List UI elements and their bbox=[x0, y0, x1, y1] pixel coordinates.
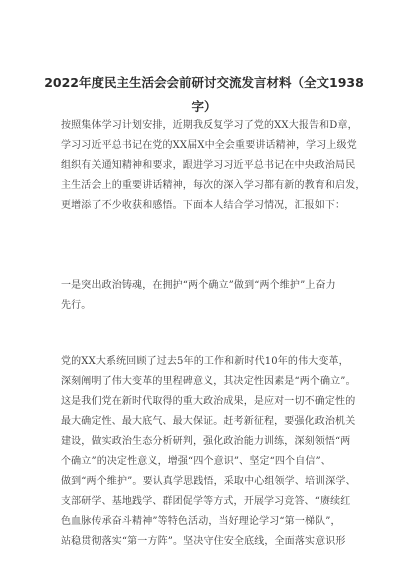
text-line: 深刻阐明了伟大变革的里程碑意义，其决定性因素是“两个确立”。 bbox=[61, 376, 356, 387]
text-line: 更增添了不少收获和感悟。下面本人结合学习情况，汇报如下： bbox=[61, 200, 346, 211]
text-line: 个确立”的决定性意义，增强“四个意识”、坚定“四个自信”、 bbox=[61, 456, 331, 467]
text-line: 主生活会上的重要讲话精神，每次的深入学习都有新的教育和启发， bbox=[61, 180, 366, 191]
document-title-line-1: 2022年度民主生活会会前研讨交流发言材料（全文1938 bbox=[44, 75, 364, 90]
text-line: 建设，做实政治生态分析研判，强化政治能力训练，深刻领悟“两 bbox=[61, 436, 351, 447]
text-line: 先行。 bbox=[61, 300, 92, 311]
text-line: 最大确定性、最大底气、最大保证。赶考新征程，要强化政治机关 bbox=[61, 416, 356, 427]
paragraph-point-one bbox=[61, 276, 361, 316]
document-title-line-2: 字） bbox=[191, 99, 217, 114]
paragraph-intro bbox=[61, 116, 366, 216]
text-line: 学习习近平总书记在党的XX届X中全会重要讲话精神，学习上级党 bbox=[61, 140, 357, 151]
text-line: 组织有关通知精神和要求，跟进学习习近平总书记在中央政治局民 bbox=[61, 160, 356, 171]
text-line: 支部研学、基地践学、群团促学等方式，开展学习竞答、“赓续红 bbox=[61, 496, 351, 507]
paragraph-body bbox=[61, 352, 361, 552]
text-line: 站稳贯彻落实“第一方阵”。坚决守住安全底线，全面落实意识形 bbox=[61, 536, 346, 547]
text-line: 一是突出政治铸魂，在拥护“两个确立”做到“两个维护”上奋力 bbox=[61, 280, 336, 291]
text-line: 做到“两个维护”。要认真学思践悟，采取中心组领学、培训深学、 bbox=[61, 476, 356, 487]
text-line: 这是我们党在新时代取得的重大政治成果，是应对一切不确定性的 bbox=[61, 396, 356, 407]
text-line: 按照集体学习计划安排，近期我反复学习了党的XX大报告和D章， bbox=[61, 120, 358, 131]
text-line: 色血脉传承奋斗精神”等特色活动，当好理论学习“第一梯队”， bbox=[61, 516, 341, 527]
text-line: 党的XX大系统回顾了过去5年的工作和新时代10年的伟大变革， bbox=[61, 356, 349, 367]
